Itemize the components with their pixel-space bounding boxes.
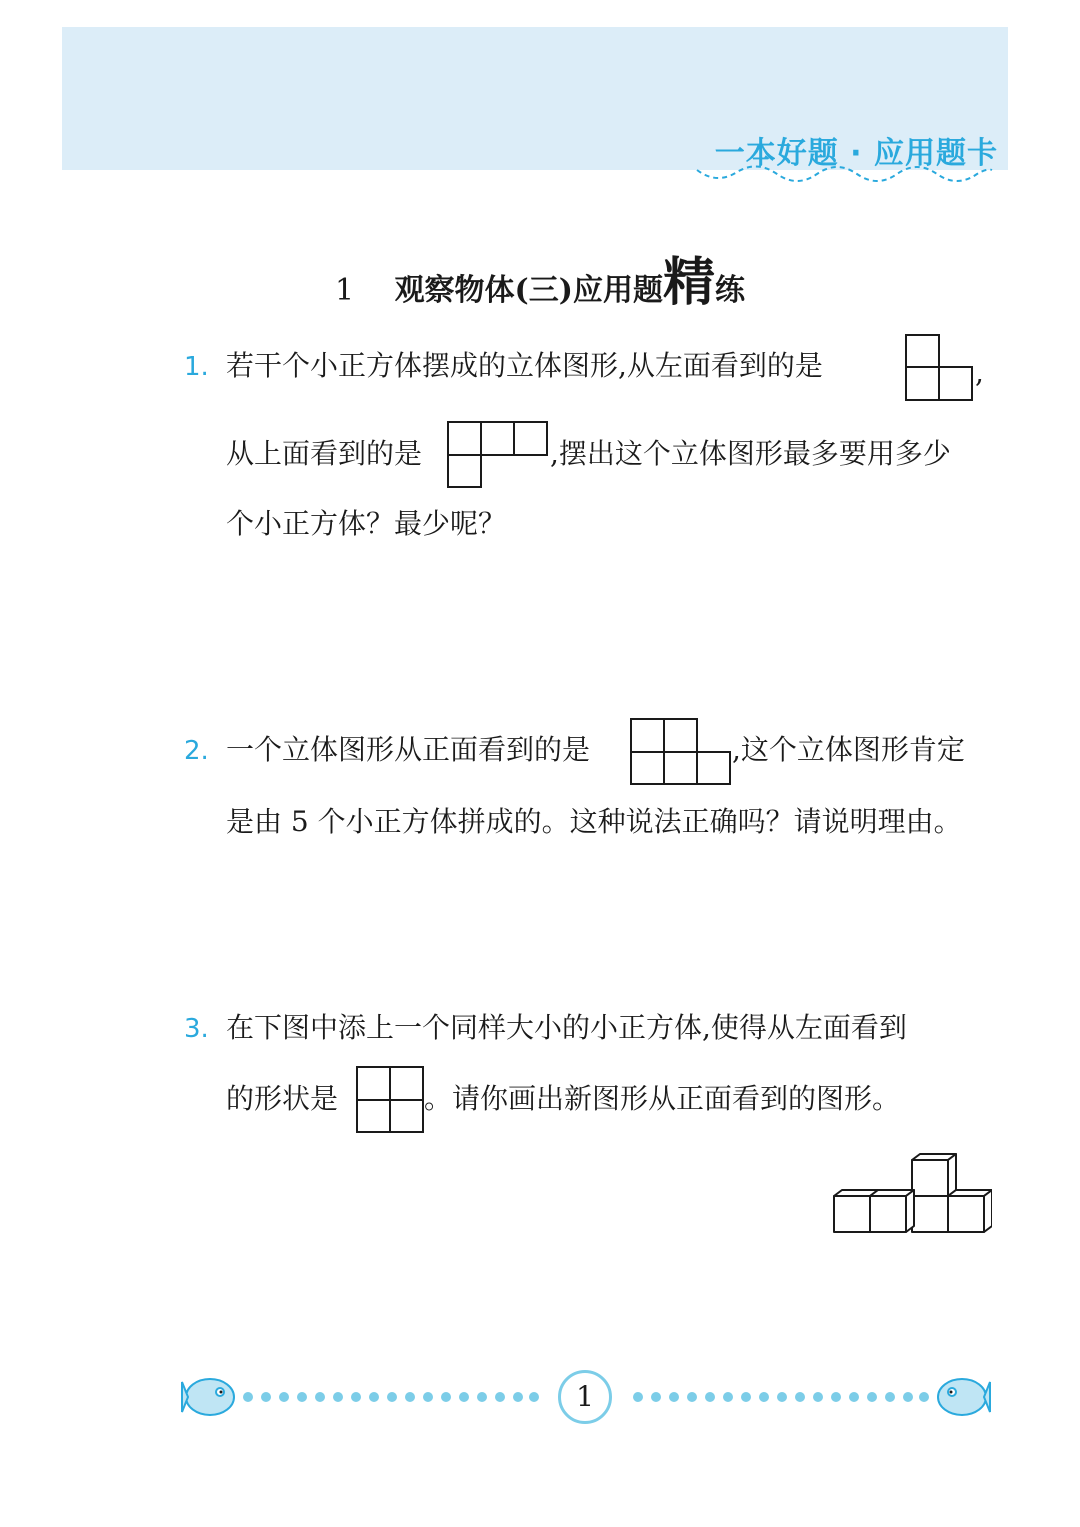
question-text: 若干个小正方体摆成的立体图形,从左面看到的是: [226, 349, 823, 382]
question-text: 个小正方体？最少呢？: [226, 507, 507, 540]
question-text: 是由 5 个小正方体拼成的。这种说法正确吗？请说明理由。: [226, 805, 962, 838]
question-number: 3.: [184, 1014, 209, 1044]
brand-title: 一本好题 · 应用题卡: [714, 136, 998, 171]
top-view-figure: [447, 421, 549, 489]
title-suffix: 练: [714, 273, 745, 308]
question-text: 的形状是: [226, 1082, 339, 1115]
cube-stack-figure: [830, 1152, 992, 1236]
left-view-figure: [905, 334, 975, 402]
question-number: 1.: [184, 352, 209, 382]
question-text: ,这个立体图形肯定: [732, 733, 965, 766]
front-view-figure: [630, 718, 732, 786]
title-number: 1: [335, 273, 355, 308]
fish-icon-right: [630, 1366, 992, 1428]
question-text: ,摆出这个立体图形最多要用多少: [550, 437, 951, 470]
question-text: ,: [975, 356, 984, 389]
question-text: 在下图中添上一个同样大小的小正方体,使得从左面看到: [226, 1011, 907, 1044]
question-text: 。请你画出新图形从正面看到的图形。: [424, 1082, 901, 1115]
page-number: 1: [558, 1370, 612, 1424]
title-text: 观察物体(三)应用题: [394, 273, 663, 308]
fish-icon-left: [180, 1366, 540, 1428]
question-text: 从上面看到的是: [226, 437, 423, 470]
question-number: 2.: [184, 736, 209, 766]
wave-decoration: [692, 160, 997, 190]
title-emphasis: 精: [662, 253, 715, 313]
left-view-target-figure: [356, 1066, 426, 1134]
question-text: 一个立体图形从正面看到的是: [226, 733, 591, 766]
page-title: [0, 240, 1080, 315]
